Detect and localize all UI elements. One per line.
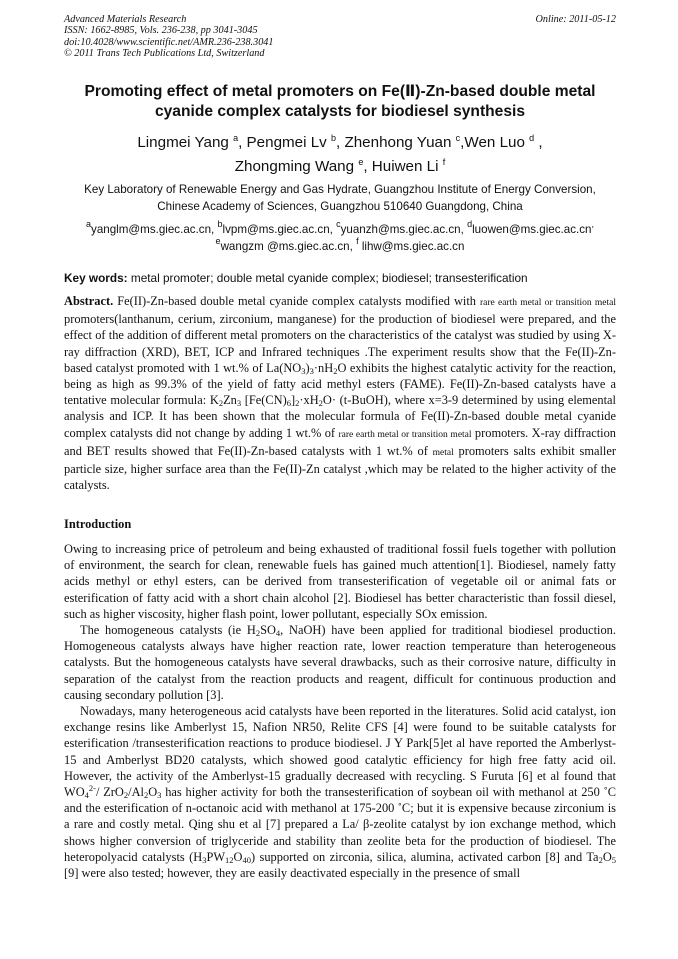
online-date: Online: 2011-05-12 [535, 14, 616, 25]
email-mark: e [215, 236, 221, 246]
email-address[interactable]: yanglm@ms.giec.ac.cn [91, 223, 212, 236]
keywords [64, 270, 616, 286]
title-line-1: Promoting effect of metal promoters on Fe(Ⅱ)-Zn-based double metal [84, 83, 596, 100]
keywords-label: Key words: [64, 271, 128, 285]
author-name: Zhongming Wang [234, 158, 355, 175]
author-mark: d [529, 133, 535, 143]
doi-line: doi:10.4028/www.scientific.net/AMR.236-238.3041 [64, 36, 274, 48]
author-name: Lingmei Yang [137, 134, 229, 151]
author-name: Zhenhong Yuan [344, 134, 452, 151]
email-mark: f [356, 236, 359, 246]
abstract: Abstract. Fe(II)-Zn-based double metal cyanide complex catalysts modified with rare earth metal or transition metal promoters(lanthanum, cerium, zirconium, manganese) for the production of biodiesel were prepared, and the effect of the addition of different metal promoters on the characteristics of the catalyst was studied by using X-ray diffraction (XRD), BET, ICP and Infrared techniques .The experiment results show that the Fe(II)-Zn-based catalyst promoted with 1 wt.% of $La(NO_3)_3\cdot nH_2O$ exhibits the highest catalytic activity for the reaction, being as high as 99.3% of the yield of fatty acid methyl esters (FAME). Fe(II)-Zn-based catalysts have a tentative molecular formula: $K_2Zn_3$ $[Fe(CN)_6]_2\cdot xH_2O\cdot$ (t-BuOH), where x=3-9 determined by using elemental analysis and ICP. It has been shown that the molecular formula of Fe(II)-Zn-based double metal cyanide complex catalysts did not change by adding 1 wt.% of rare earth metal or transition metal promoters. X-ray diffraction and BET results showed that Fe(II)-Zn-based catalysts with 1 wt.% of metal promoters salts exhibit smaller particle size, higher surface area than the Fe(II)-Zn catalyst ,which may be related to the higher activity of the catalysts. [64, 294, 617, 493]
affiliation-line-1: Key Laboratory of Renewable Energy and Gas Hydrate, Guangzhou Institute of Energy Conversion, [84, 183, 596, 196]
email-mark: b [217, 219, 223, 229]
author-mark: e [358, 157, 364, 167]
author-name: Pengmei Lv [246, 134, 327, 151]
email-mark: a [86, 219, 92, 229]
email-list: $^a$yanglm@ms.giec.ac.cn, $^b$lvpm@ms.giec.ac.cn, $^c$yuanzh@ms.giec.ac.cn, $^d$luowen@ms.giec.ac.cn, $^e$wangzm @ms.giec.ac.cn, $^f$ lihw@ms.giec.ac.cn [86, 219, 594, 253]
section-heading: Introduction [64, 517, 132, 531]
email-mark: d [467, 219, 473, 229]
email-address[interactable]: wangzm @ms.giec.ac.cn [220, 240, 350, 253]
email-address[interactable]: yuanzh@ms.giec.ac.cn [340, 223, 461, 236]
copyright-line: © 2011 Trans Tech Publications Ltd, Switzerland [64, 48, 265, 60]
email-mark: c [336, 219, 341, 229]
email-address[interactable]: lvpm@ms.giec.ac.cn [222, 223, 330, 236]
paper-title [64, 82, 616, 122]
title-line-2: cyanide complex catalysts for biodiesel synthesis [154, 103, 526, 120]
author-name: Huiwen Li [371, 158, 439, 175]
journal-name: Advanced Materials Research [64, 14, 187, 25]
author-mark: b [330, 133, 336, 143]
email-address[interactable]: lihw@ms.giec.ac.cn [361, 240, 465, 253]
keywords-text: metal promoter; double metal cyanide complex; biodiesel; transesterification [130, 271, 528, 285]
author-list: Lingmei Yang $^a$, Pengmei Lv $^b$, Zhenhong Yuan $^c$,Wen Luo $^d$ , Zhongming Wang $^e$, Huiwen Li $^f$ [137, 133, 543, 175]
paragraph: Nowadays, many heterogeneous acid catalysts have been reported in the literatures. Solid acid catalyst, ion exchange resins like Amberlyst 15, Nafion NR50, Relite CFS [4] were found to be suitable catalysts for esterification /transesterification reactions to produce biodiesel. J Y Park[5]et al have reported the Amberlyst-15 and Amberlyst BD20 catalysts, which showed good catalytic efficiency for high free fatty acid oil. However, the activity of the Amberlyst-15 gradually decreased with recycling. S Furuta [6] et al found that $WO_4^{2-}/$ $ZrO_2/Al_2O_3$ has higher activity for both the transesterification of soybean oil with methanol at 250 ˚C and the esterification of n-octanoic acid with methanol at 175-200 ˚C; but it is expensive because zirconium is a rare and costly metal. Qing shu et al [7] prepared a La/ β-zeolite catalyst by ion exchange method, which shows higher conversion of triglyceride and stability than zeolite beta for the production of biodiesel. The heteropolyacid catalysts $(H_3PW_{12}O_{40})$ supported on zirconia, silica, alumina, activated carbon [8] and $Ta_2O_5$ [9] were also tested; however, they are easily deactivated especially in the presence of small [64, 704, 617, 881]
introduction-body [64, 541, 616, 881]
affiliation [64, 181, 616, 215]
affiliation-line-2: Chinese Academy of Sciences, Guangzhou 510640 Guangdong, China [157, 200, 523, 213]
issn-line: ISSN: 1662-8985, Vols. 236-238, pp 3041-3045 [64, 25, 258, 37]
author-mark: c [455, 133, 461, 143]
paragraph: The homogeneous catalysts (ie $H_2SO_4$, NaOH) have been applied for traditional biodiesel production. Homogeneous catalysts always have higher reaction rate, lower reaction temperature than heterogeneous catalysts. But the homogeneous catalysts have several drawbacks, such as their corrosive nature, difficulty in separation of the catalyst from the reaction products and reagent, difficult for continuous production and causing secondary pollution [3]. [64, 623, 616, 702]
author-mark: f [442, 157, 446, 167]
paragraph: Owing to increasing price of petroleum and being exhausted of traditional fossil fuels together with pollution of environment, the search for clean, renewable fuels has gained much attention[1]. Biodiesel, namely fatty acids methyl or ethyl esters, can be derived from transesterification of vegetable oil or animal fats or esterification of fatty acid with a short chain alcohol [2]. Biodiesel has better characteristic than fossil diesel, such as higher viscosity, higher flash point, lower pollutant, especially SOx emission. [64, 542, 616, 621]
abstract-label: Abstract. [64, 294, 114, 308]
author-name: Wen Luo [464, 134, 525, 151]
author-mark: a [233, 133, 239, 143]
email-address[interactable]: luowen@ms.giec.ac.cn [472, 223, 592, 236]
